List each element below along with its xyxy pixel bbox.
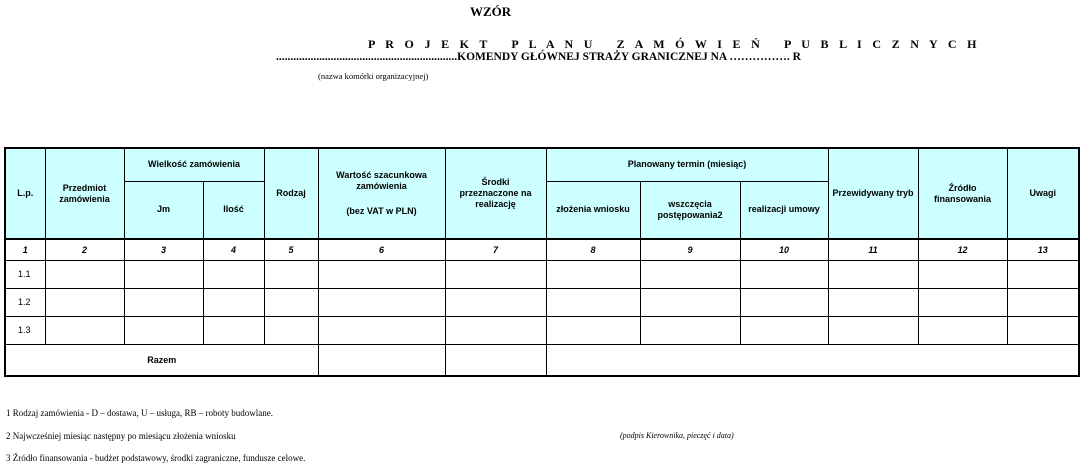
header-lp: L.p. — [5, 148, 45, 239]
table-cell[interactable] — [124, 289, 203, 317]
table-cell[interactable] — [918, 317, 1007, 345]
table-cell[interactable] — [828, 317, 918, 345]
table-cell[interactable] — [640, 261, 740, 289]
table-row — [5, 261, 1079, 289]
header-wielkosc: Wielkość zamówienia — [124, 148, 264, 181]
procurement-plan-table — [4, 147, 1080, 377]
table-cell[interactable] — [124, 317, 203, 345]
column-numbers-row — [5, 239, 1079, 261]
column-number: 4 — [203, 239, 264, 261]
signature-caption: (podpis Kierownika, pieczęć i data) — [620, 431, 734, 440]
total-label: Razem — [5, 345, 318, 377]
table-cell[interactable] — [264, 261, 318, 289]
table-cell[interactable] — [45, 289, 124, 317]
table-cell[interactable] — [445, 261, 546, 289]
table-cell[interactable] — [203, 289, 264, 317]
column-number: 8 — [546, 239, 640, 261]
column-number: 12 — [918, 239, 1007, 261]
table-cell[interactable] — [445, 289, 546, 317]
row-number: 1.1 — [5, 261, 45, 289]
table-cell[interactable] — [546, 289, 640, 317]
total-row — [5, 345, 1079, 377]
header-uwagi: Uwagi — [1007, 148, 1079, 239]
header-wartosc-note: (bez VAT w PLN) — [346, 205, 417, 216]
table-cell[interactable] — [124, 261, 203, 289]
column-number: 3 — [124, 239, 203, 261]
table-cell[interactable] — [318, 317, 445, 345]
column-number: 6 — [318, 239, 445, 261]
organization-hint: (nazwa komórki organizacyjnej) — [318, 71, 429, 81]
column-number: 1 — [5, 239, 45, 261]
table-row — [5, 289, 1079, 317]
column-number: 10 — [740, 239, 828, 261]
header-zlozenia: złożenia wniosku — [546, 181, 640, 239]
header-rodzaj: Rodzaj — [264, 148, 318, 239]
header-zrodlo: Źródło finansowania — [918, 148, 1007, 239]
table-cell[interactable] — [918, 261, 1007, 289]
table-cell[interactable] — [203, 317, 264, 345]
header-srodki: Środki przeznaczone na realizację — [445, 148, 546, 239]
total-wartosc-cell[interactable] — [318, 345, 445, 377]
table-cell[interactable] — [1007, 289, 1079, 317]
table-cell[interactable] — [918, 289, 1007, 317]
header-tryb: Przewidywany tryb — [828, 148, 918, 239]
footnote-1: 1 Rodzaj zamówienia - D – dostawa, U – usługa, RB – roboty budowlane. — [6, 408, 273, 418]
table-cell[interactable] — [203, 261, 264, 289]
header-ilosc: Ilość — [203, 181, 264, 239]
footnote-3: 3 Źródło finansowania - budżet podstawowy, środki zagraniczne, fundusze celowe. — [6, 453, 306, 463]
column-number: 9 — [640, 239, 740, 261]
table-cell[interactable] — [264, 317, 318, 345]
table-cell[interactable] — [445, 317, 546, 345]
column-number: 7 — [445, 239, 546, 261]
table-cell[interactable] — [640, 317, 740, 345]
header-jm: Jm — [124, 181, 203, 239]
column-number: 13 — [1007, 239, 1079, 261]
header-wartosc-label: Wartość szacunkowa zamówienia — [336, 170, 427, 192]
organization-line: ...............................................................KOMENDY GŁÓWNEJ STRAŻY GRANICZNEJ NA ……………. R — [276, 51, 801, 63]
table-cell[interactable] — [45, 261, 124, 289]
table-cell[interactable] — [828, 289, 918, 317]
table-cell[interactable] — [1007, 317, 1079, 345]
column-number: 11 — [828, 239, 918, 261]
table-row — [5, 317, 1079, 345]
table-cell[interactable] — [640, 289, 740, 317]
table-cell[interactable] — [264, 289, 318, 317]
header-przedmiot: Przedmiot zamówienia — [45, 148, 124, 239]
header-realizacji: realizacji umowy — [740, 181, 828, 239]
table-cell[interactable] — [740, 289, 828, 317]
column-number: 5 — [264, 239, 318, 261]
total-srodki-cell[interactable] — [445, 345, 546, 377]
table-cell[interactable] — [546, 261, 640, 289]
table-cell[interactable] — [740, 261, 828, 289]
table-cell[interactable] — [318, 289, 445, 317]
footnote-2: 2 Najwcześniej miesiąc następny po miesiącu złożenia wniosku — [6, 431, 236, 441]
column-number: 2 — [45, 239, 124, 261]
header-wartosc — [318, 148, 445, 239]
table-cell[interactable] — [45, 317, 124, 345]
row-number: 1.3 — [5, 317, 45, 345]
table-cell[interactable] — [828, 261, 918, 289]
total-empty-cell — [546, 345, 1079, 377]
table-cell[interactable] — [546, 317, 640, 345]
document-label: WZÓR — [470, 4, 512, 19]
table-cell[interactable] — [318, 261, 445, 289]
table-cell[interactable] — [740, 317, 828, 345]
header-termin: Planowany termin (miesiąc) — [546, 148, 828, 181]
document-title: P R O J E K T P L A N U Z A M Ó W I E Ń P U B L I C Z N Y C H — [368, 37, 981, 51]
row-number: 1.2 — [5, 289, 45, 317]
table-cell[interactable] — [1007, 261, 1079, 289]
header-wszczecia: wszczęcia postępowania2 — [640, 181, 740, 239]
